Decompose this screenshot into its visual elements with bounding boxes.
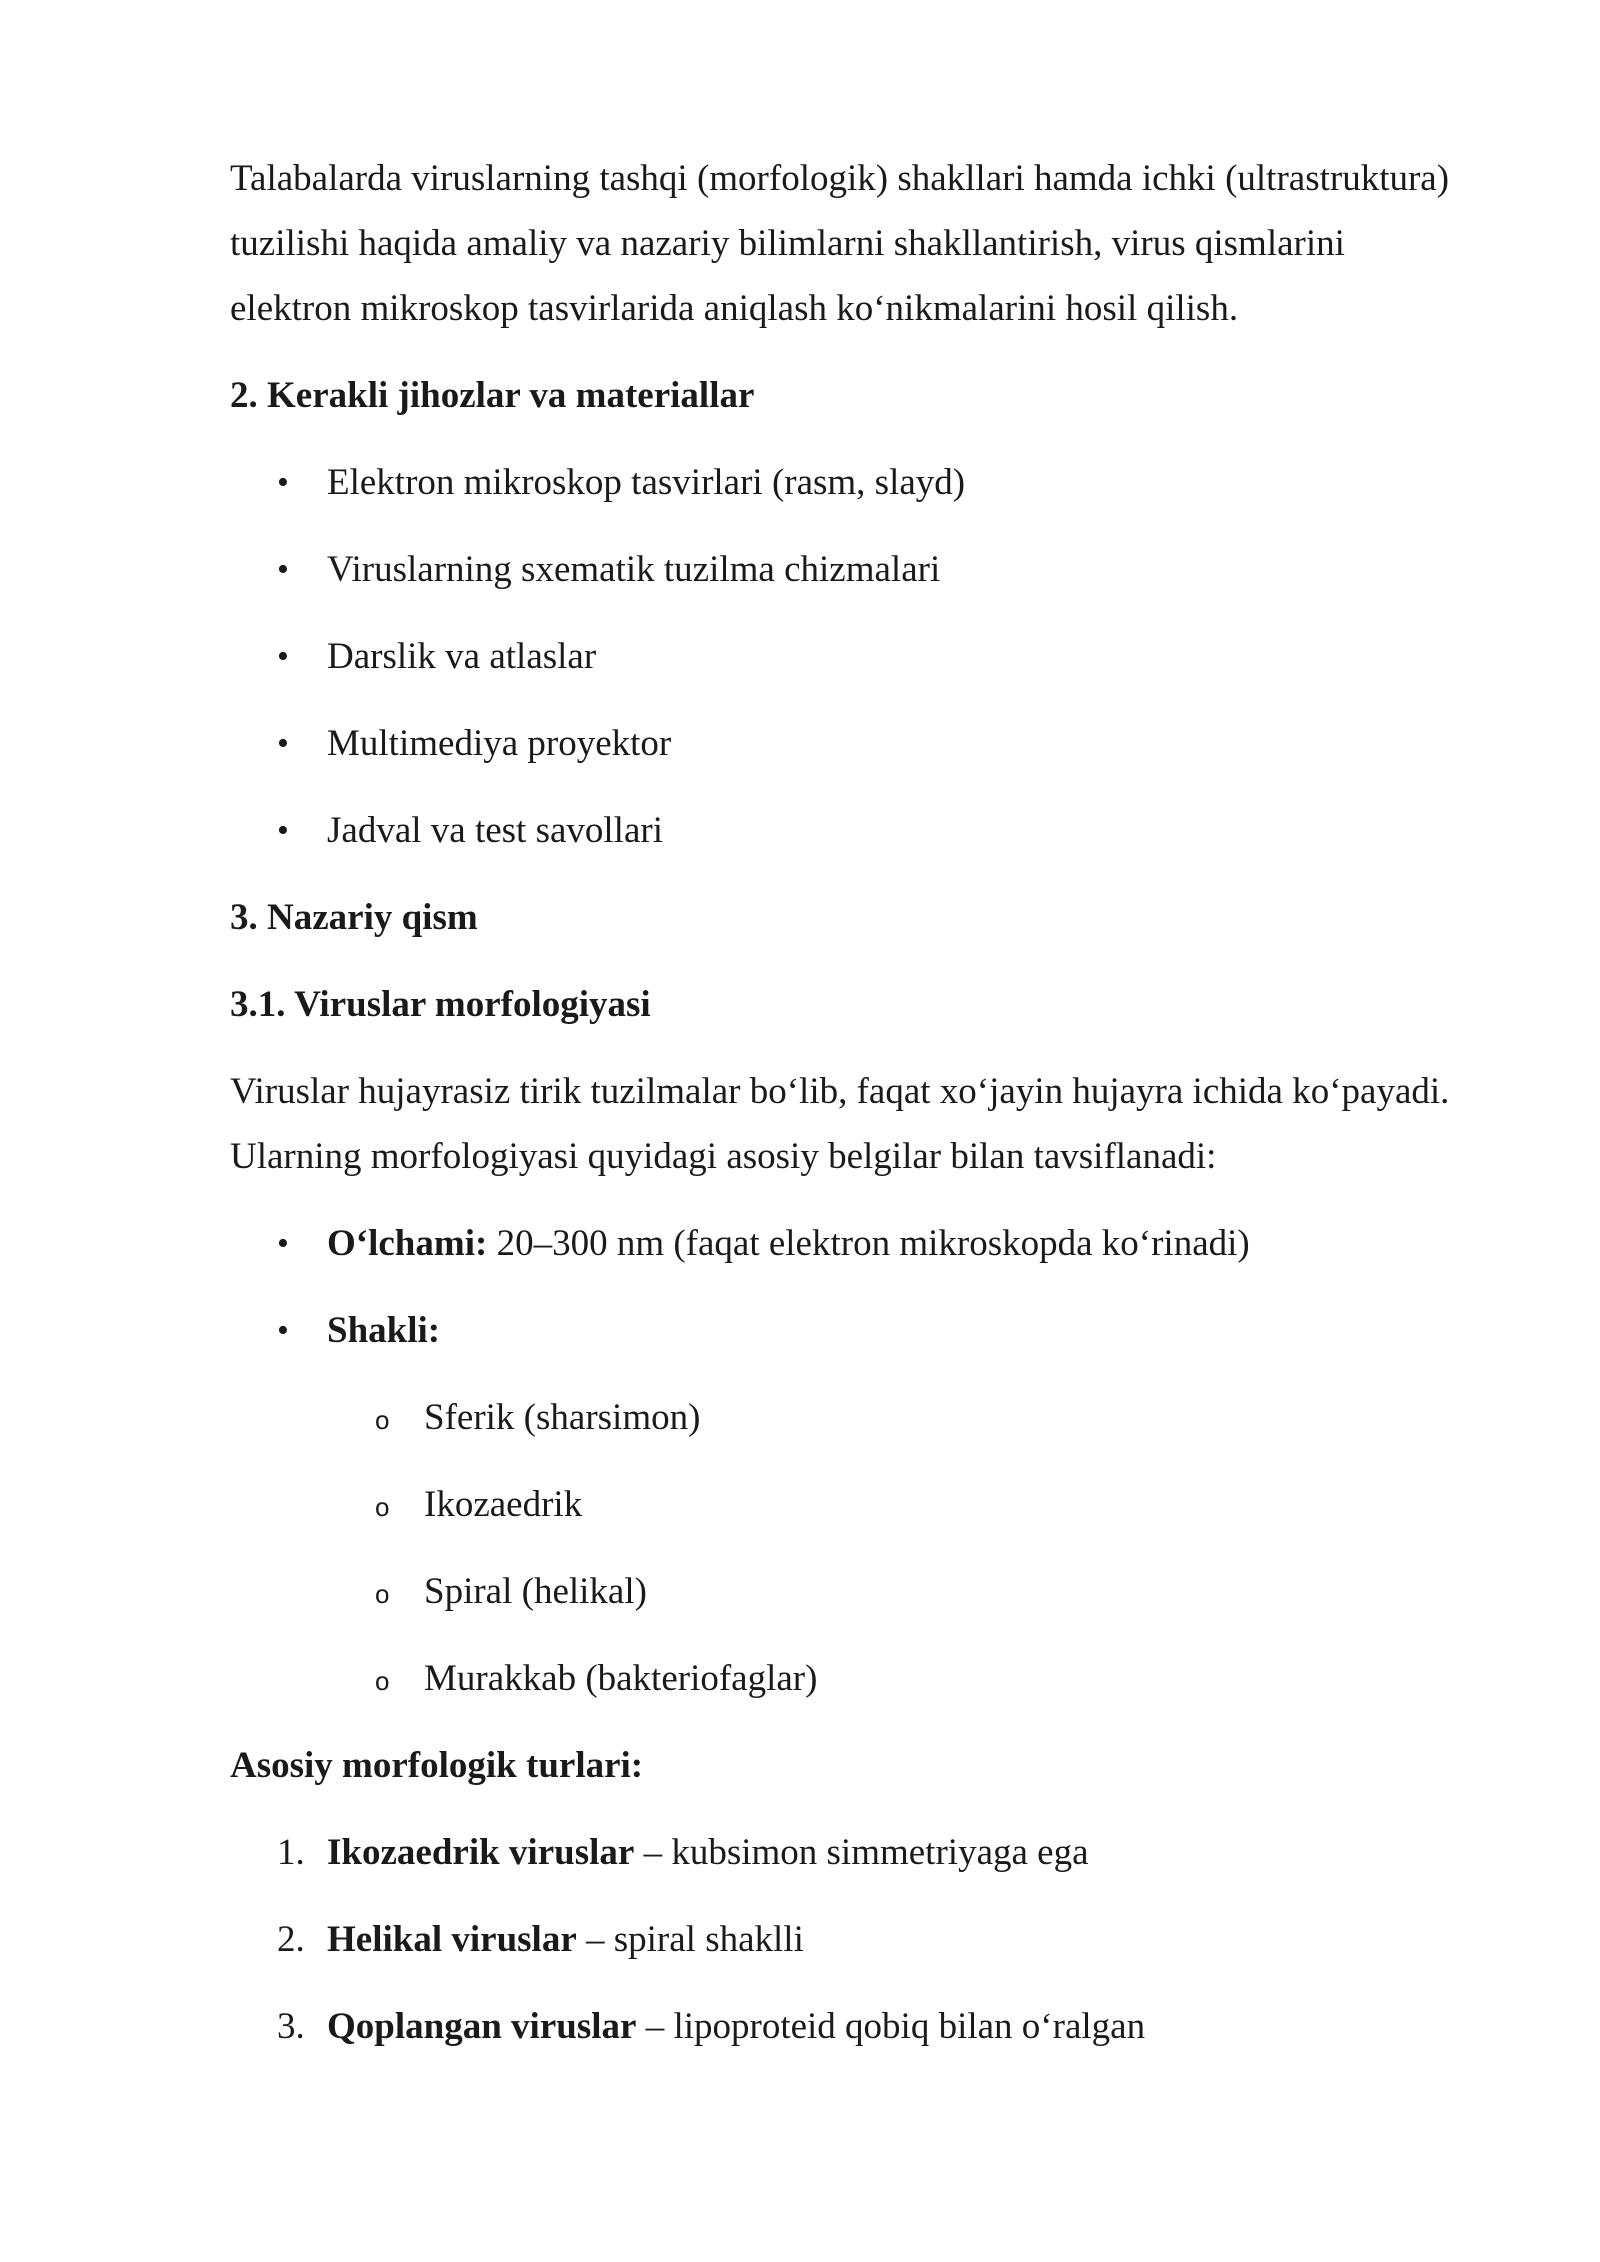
list-item: • Elektron mikroskop tasvirlari (rasm, slayd) [230, 450, 1530, 515]
list-number: 1. [277, 1832, 305, 1873]
list-item [230, 1820, 1530, 1885]
morphology-paragraph [230, 1059, 1530, 1189]
intro-line-2: tuzilishi haqida amaliy va nazariy bilimlarni shakllantirish, virus qismlarini [230, 223, 1345, 264]
list-item: • Viruslarning sxematik tuzilma chizmalari [230, 537, 1530, 602]
morphology-line-2: Ularning morfologiyasi quyidagi asosiy belgilar bilan tavsiflanadi: [230, 1136, 1217, 1177]
list-item [230, 1211, 1530, 1276]
list-item [230, 1907, 1530, 1972]
materials-list [230, 450, 1530, 863]
intro-line-3: elektron mikroskop tasvirlarida aniqlash koʻnikmalarini hosil qilish. [230, 288, 1239, 329]
intro-paragraph [230, 146, 1530, 341]
type-term: Helikal viruslar [327, 1919, 577, 1960]
list-item: • Jadval va test savollari [230, 798, 1530, 863]
list-item: • Darslik va atlaslar [230, 624, 1530, 689]
list-number: 2. [277, 1919, 305, 1960]
bullet-icon: • [277, 638, 289, 675]
type-term: Qoplangan viruslar [327, 2006, 637, 2047]
types-heading: Asosiy morfologik turlari: [230, 1745, 644, 1786]
circle-bullet-icon: o [375, 1405, 390, 1435]
intro-line-1: Talabalarda viruslarning tashqi (morfologik) shakllari hamda ichki (ultrastruktura) [230, 158, 1450, 199]
section-3-1-heading: 3.1. Viruslar morfologiyasi [230, 984, 651, 1025]
list-number: 3. [277, 2006, 305, 2047]
type-term: Ikozaedrik viruslar [327, 1832, 635, 1873]
types-list [230, 1820, 1530, 2059]
document-body [230, 146, 1530, 2081]
bullet-icon: • [277, 1312, 289, 1349]
bullet-icon: • [277, 812, 289, 849]
sub-list-item: o Spiral (helikal) [230, 1559, 1530, 1624]
circle-bullet-icon: o [375, 1579, 390, 1609]
list-item: • Multimediya proyektor [230, 711, 1530, 776]
bullet-icon: • [277, 1225, 289, 1262]
type-description: – kubsimon simmetriyaga ega [634, 1832, 1089, 1873]
bullet-icon: • [277, 551, 289, 588]
sub-list-item: o Sferik (sharsimon) [230, 1385, 1530, 1450]
sub-list-item: o Ikozaedrik [230, 1472, 1530, 1537]
size-label: Oʻlchami: [327, 1223, 488, 1264]
list-item [230, 1298, 1530, 1363]
shape-label: Shakli: [327, 1310, 441, 1351]
shapes-sublist [230, 1385, 1530, 1711]
type-description: – lipoproteid qobiq bilan oʻralgan [636, 2006, 1146, 2047]
circle-bullet-icon: o [375, 1492, 390, 1522]
type-description: – spiral shaklli [576, 1919, 804, 1960]
section-2-heading: 2. Kerakli jihozlar va materiallar [230, 375, 755, 416]
circle-bullet-icon: o [375, 1666, 390, 1696]
bullet-icon: • [277, 725, 289, 762]
section-3-heading: 3. Nazariy qism [230, 897, 478, 938]
morphology-line-1: Viruslar hujayrasiz tirik tuzilmalar boʻlib, faqat xoʻjayin hujayra ichida koʻpayadi. [230, 1071, 1450, 1112]
morphology-features-list [230, 1211, 1530, 1363]
list-item [230, 1994, 1530, 2059]
size-value: 20–300 nm (faqat elektron mikroskopda koʻrinadi) [487, 1223, 1250, 1264]
sub-list-item: o Murakkab (bakteriofaglar) [230, 1646, 1530, 1711]
bullet-icon: • [277, 464, 289, 501]
